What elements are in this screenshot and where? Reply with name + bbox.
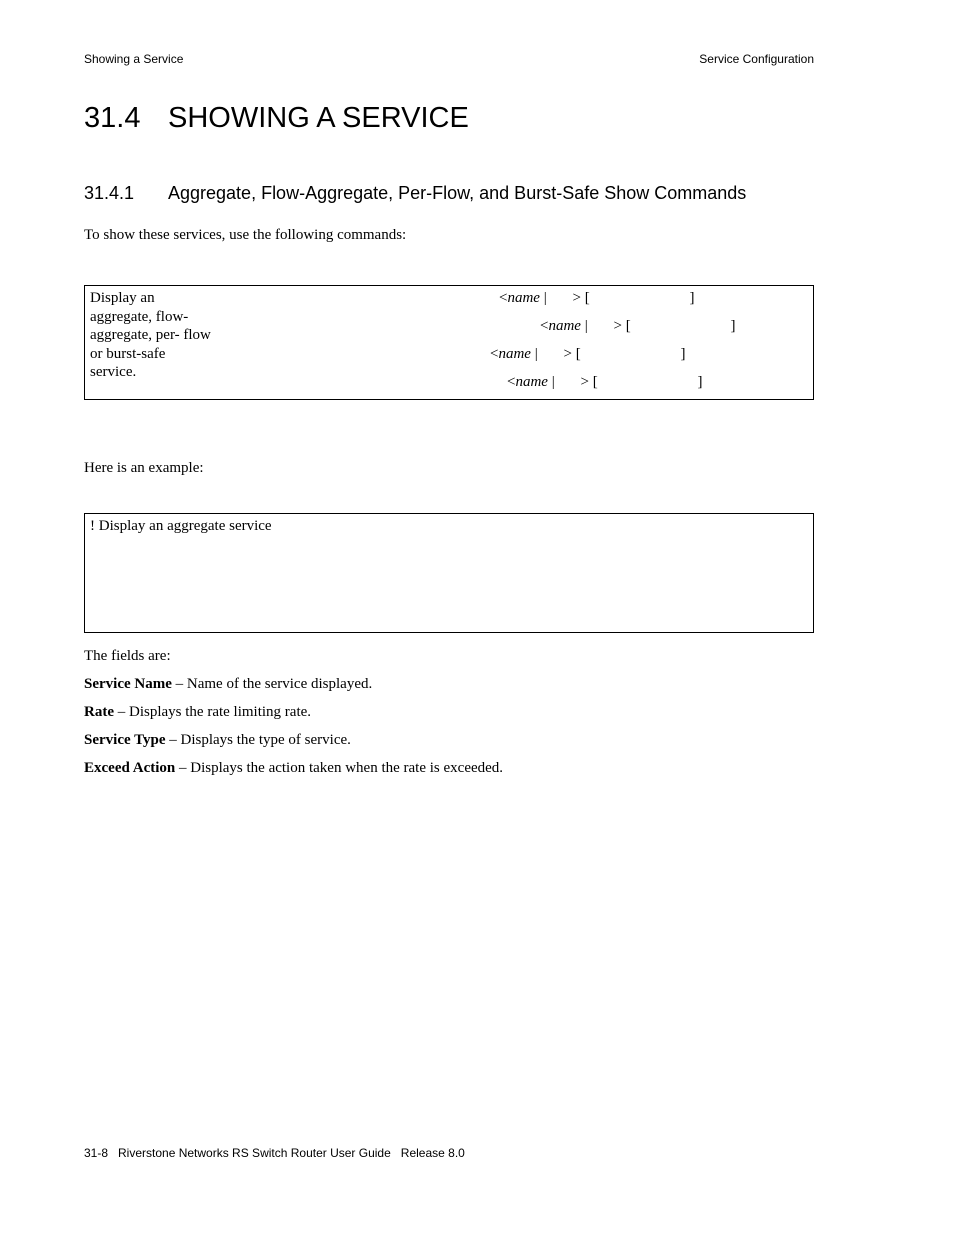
example-intro: Here is an example: xyxy=(84,460,204,476)
command-description xyxy=(90,289,230,382)
bracket-close: ] xyxy=(730,318,736,334)
subsection-heading xyxy=(84,183,746,204)
param-close: > xyxy=(580,374,589,390)
separator: | xyxy=(584,318,588,334)
field-desc: – Displays the rate limiting rate. xyxy=(114,704,312,720)
running-header-left: Showing a Service xyxy=(84,52,184,66)
field-definition xyxy=(84,676,372,693)
command-line-4: <name | > [ ] xyxy=(507,374,703,390)
field-desc: – Displays the type of service. xyxy=(165,732,351,748)
field-term: Exceed Action xyxy=(84,760,176,776)
field-definition xyxy=(84,704,311,721)
param-close: > xyxy=(572,290,581,306)
field-desc: – Displays the action taken when the rate is exceeded. xyxy=(175,760,504,776)
field-definition xyxy=(84,760,503,777)
running-header-right: Service Configuration xyxy=(699,52,814,66)
bracket-open: [ xyxy=(625,318,631,334)
intro-paragraph: To show these services, use the following commands: xyxy=(84,227,407,243)
description-line: service. xyxy=(90,364,137,380)
description-line: aggregate, flow- xyxy=(90,308,189,325)
name-param: name xyxy=(507,290,540,306)
field-term: Service Name xyxy=(84,676,172,692)
example-box xyxy=(84,513,814,633)
page-footer: 31-8 Riverstone Networks RS Switch Router User Guide Release 8.0 xyxy=(84,1146,465,1160)
bracket-close: ] xyxy=(697,374,703,390)
field-definition xyxy=(84,732,351,749)
field-term: Rate xyxy=(84,704,114,720)
separator: | xyxy=(551,374,555,390)
bracket-close: ] xyxy=(689,290,695,306)
name-param: name xyxy=(498,346,531,362)
description-line: aggregate, per- flow xyxy=(90,327,211,343)
fields-intro: The fields are: xyxy=(84,648,171,664)
field-term: Service Type xyxy=(84,732,166,748)
bracket-open: [ xyxy=(584,290,590,306)
example-comment: ! Display an aggregate service xyxy=(90,518,272,534)
section-heading xyxy=(84,102,469,135)
subsection-number: 31.4.1 xyxy=(84,183,135,203)
name-param: name xyxy=(515,374,548,390)
command-table xyxy=(84,285,814,400)
section-title: SHOWING A SERVICE xyxy=(168,102,469,134)
name-param: name xyxy=(548,318,581,334)
description-line: or burst-safe xyxy=(90,345,166,362)
command-line-2: <name | > [ ] xyxy=(540,318,736,334)
command-line-3: <name | > [ ] xyxy=(490,346,686,362)
command-line-1: <name | > [ ] xyxy=(499,290,695,306)
section-number: 31.4 xyxy=(84,102,141,134)
subsection-title: Aggregate, Flow-Aggregate, Per-Flow, and Burst-Safe Show Commands xyxy=(168,183,747,203)
field-desc: – Name of the service displayed. xyxy=(171,676,373,692)
param-close: > xyxy=(613,318,622,334)
bracket-open: [ xyxy=(575,346,581,362)
param-close: > xyxy=(563,346,572,362)
separator: | xyxy=(534,346,538,362)
bracket-open: [ xyxy=(592,374,598,390)
description-line: Display an xyxy=(90,290,155,306)
separator: | xyxy=(543,290,547,306)
bracket-close: ] xyxy=(680,346,686,362)
